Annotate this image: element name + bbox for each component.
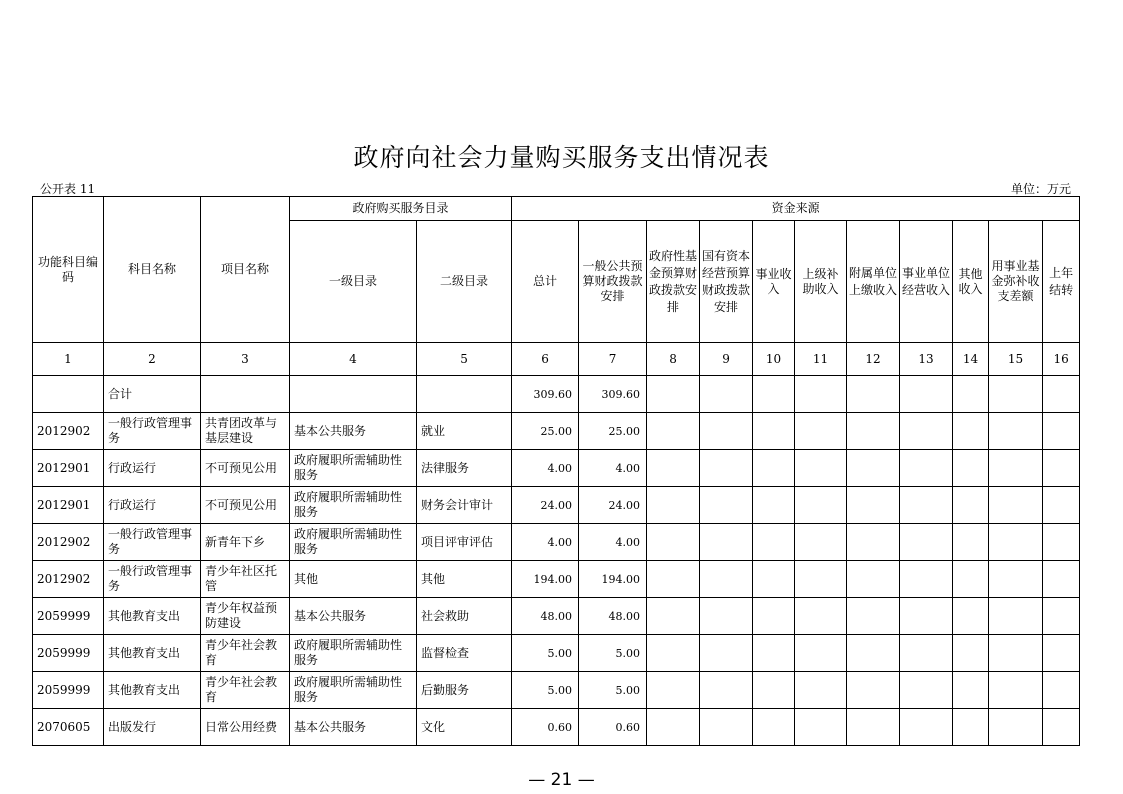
header-level1: 一级目录 [290,221,417,343]
cell-subject: 一般行政管理事务 [104,561,201,598]
cell-level1: 政府履职所需辅助性服务 [290,524,417,561]
header-affiliated-income: 附属单位上缴收入 [847,221,900,343]
cell-level2: 社会救助 [417,598,512,635]
cell-project: 青少年权益预防建设 [201,598,290,635]
cell-level2: 文化 [417,709,512,746]
cell-empty [795,561,847,598]
cell-empty [647,598,700,635]
cell-empty [753,672,795,709]
table-row [33,598,1080,635]
cell-total: 0.60 [512,709,579,746]
cell-empty [847,524,900,561]
header-general-budget: 一般公共预算财政拨款安排 [579,221,647,343]
cell-general: 24.00 [579,487,647,524]
cell-empty [953,672,989,709]
cell-empty [700,450,753,487]
cell-subject: 出版发行 [104,709,201,746]
page-title: 政府向社会力量购买服务支出情况表 [353,143,770,172]
cell-subject: 其他教育支出 [104,672,201,709]
cell-empty [795,709,847,746]
cell-code: 2012901 [33,487,104,524]
unit-label: 单位：万元 [1010,182,1071,196]
header-level2: 二级目录 [417,221,512,343]
cell-empty [953,524,989,561]
cell-empty [647,413,700,450]
column-number: 2 [104,343,201,376]
cell-empty [953,450,989,487]
column-number: 13 [900,343,953,376]
cell-general: 5.00 [579,635,647,672]
header-gov-fund: 政府性基金预算财政拨款安排 [647,221,700,343]
header-total: 总计 [512,221,579,343]
cell-level2: 财务会计审计 [417,487,512,524]
cell-empty [900,709,953,746]
header-subject: 科目名称 [104,197,201,343]
cell-code: 2059999 [33,598,104,635]
cell-subject: 行政运行 [104,487,201,524]
cell-empty [847,450,900,487]
cell-empty [900,598,953,635]
total-amount: 309.60 [512,376,579,413]
column-number: 14 [953,343,989,376]
cell-code: 2059999 [33,672,104,709]
cell-empty [753,598,795,635]
cell-empty [753,561,795,598]
cell-level2: 法律服务 [417,450,512,487]
cell-general: 48.00 [579,598,647,635]
cell-empty [989,561,1043,598]
cell-empty [700,672,753,709]
cell-empty [847,672,900,709]
column-number: 16 [1043,343,1080,376]
cell-empty [847,709,900,746]
cell-total: 5.00 [512,672,579,709]
cell-project: 青少年社区托管 [201,561,290,598]
cell-level1: 政府履职所需辅助性服务 [290,487,417,524]
cell-empty [847,561,900,598]
cell-empty [647,524,700,561]
header-other-income: 其他收入 [953,221,989,343]
cell-empty [1043,450,1080,487]
column-number: 6 [512,343,579,376]
header-fund-offset: 用事业基金弥补收支差额 [989,221,1043,343]
cell-empty [847,598,900,635]
header-project: 项目名称 [201,197,290,343]
cell-empty [847,487,900,524]
total-label: 合计 [104,376,201,413]
cell-empty [1043,598,1080,635]
cell-empty [900,561,953,598]
column-number: 11 [795,343,847,376]
cell-code: 2012902 [33,561,104,598]
cell-level1: 基本公共服务 [290,413,417,450]
cell-empty [795,413,847,450]
cell-empty [647,672,700,709]
cell-empty [1043,413,1080,450]
header-state-capital: 国有资本经营预算财政拨款安排 [700,221,753,343]
cell-project: 青少年社会教育 [201,672,290,709]
cell-empty [795,487,847,524]
cell-empty [953,635,989,672]
cell-total: 4.00 [512,450,579,487]
cell-empty [1043,524,1080,561]
cell-empty [795,598,847,635]
header-carryover: 上年结转 [1043,221,1080,343]
cell-empty [753,709,795,746]
cell-empty [1043,487,1080,524]
expenditure-table [32,196,1080,746]
cell-code: 2012901 [33,450,104,487]
cell-level1: 基本公共服务 [290,709,417,746]
cell-total: 4.00 [512,524,579,561]
cell-empty [647,635,700,672]
cell-level2: 监督检查 [417,635,512,672]
header-catalog: 政府购买服务目录 [290,197,512,221]
column-number: 1 [33,343,104,376]
cell-level2: 项目评审评估 [417,524,512,561]
column-number: 5 [417,343,512,376]
cell-empty [953,561,989,598]
cell-code: 2070605 [33,709,104,746]
cell-empty [700,524,753,561]
column-number: 4 [290,343,417,376]
cell-general: 194.00 [579,561,647,598]
cell-general: 5.00 [579,672,647,709]
cell-empty [989,450,1043,487]
cell-total: 48.00 [512,598,579,635]
column-number: 9 [700,343,753,376]
cell-empty [1043,672,1080,709]
cell-empty [900,450,953,487]
cell-empty [647,709,700,746]
cell-empty [900,487,953,524]
cell-empty [700,709,753,746]
cell-empty [989,672,1043,709]
cell-project: 共青团改革与基层建设 [201,413,290,450]
cell-total: 24.00 [512,487,579,524]
cell-general: 4.00 [579,450,647,487]
cell-code: 2012902 [33,524,104,561]
cell-empty [647,487,700,524]
header-business-income: 事业收入 [753,221,795,343]
cell-empty [700,487,753,524]
cell-empty [795,635,847,672]
cell-empty [953,598,989,635]
cell-subject: 一般行政管理事务 [104,524,201,561]
column-number: 8 [647,343,700,376]
cell-code: 2012902 [33,413,104,450]
cell-general: 25.00 [579,413,647,450]
header-code: 功能科目编码 [33,197,104,343]
page-number: — 21 — [528,770,595,790]
cell-empty [953,487,989,524]
cell-empty [847,413,900,450]
cell-empty [753,413,795,450]
cell-empty [700,635,753,672]
cell-empty [953,709,989,746]
total-general: 309.60 [579,376,647,413]
table-row [33,635,1080,672]
table-row [33,450,1080,487]
cell-level2: 就业 [417,413,512,450]
cell-empty [795,524,847,561]
cell-level1: 基本公共服务 [290,598,417,635]
cell-subject: 其他教育支出 [104,635,201,672]
cell-subject: 其他教育支出 [104,598,201,635]
table-row [33,487,1080,524]
cell-empty [1043,709,1080,746]
column-number: 3 [201,343,290,376]
cell-empty [953,413,989,450]
cell-project: 青少年社会教育 [201,635,290,672]
cell-empty [847,635,900,672]
cell-empty [900,524,953,561]
cell-empty [989,709,1043,746]
cell-empty [647,561,700,598]
cell-project: 不可预见公用 [201,487,290,524]
table-row [33,524,1080,561]
column-number: 15 [989,343,1043,376]
cell-empty [700,598,753,635]
cell-level1: 政府履职所需辅助性服务 [290,672,417,709]
cell-total: 194.00 [512,561,579,598]
cell-subject: 一般行政管理事务 [104,413,201,450]
cell-empty [1043,635,1080,672]
cell-project: 日常公用经费 [201,709,290,746]
cell-empty [1043,561,1080,598]
cell-code: 2059999 [33,635,104,672]
cell-empty [753,635,795,672]
cell-general: 0.60 [579,709,647,746]
table-row [33,413,1080,450]
column-number-row [33,343,1080,376]
cell-empty [753,524,795,561]
table-row [33,561,1080,598]
cell-project: 新青年下乡 [201,524,290,561]
cell-general: 4.00 [579,524,647,561]
cell-level1: 政府履职所需辅助性服务 [290,450,417,487]
cell-project: 不可预见公用 [201,450,290,487]
table-row [33,709,1080,746]
header-superior-subsidy: 上级补助收入 [795,221,847,343]
cell-total: 25.00 [512,413,579,450]
header-operating-income: 事业单位经营收入 [900,221,953,343]
cell-empty [989,487,1043,524]
cell-empty [989,524,1043,561]
cell-empty [900,413,953,450]
cell-empty [989,635,1043,672]
form-number: 公开表 11 [40,182,96,196]
cell-empty [647,450,700,487]
table-row [33,672,1080,709]
cell-subject: 行政运行 [104,450,201,487]
cell-empty [989,598,1043,635]
cell-level2: 后勤服务 [417,672,512,709]
cell-empty [700,413,753,450]
cell-empty [989,413,1043,450]
cell-empty [795,672,847,709]
cell-empty [753,450,795,487]
cell-level1: 其他 [290,561,417,598]
cell-level2: 其他 [417,561,512,598]
cell-empty [900,635,953,672]
column-number: 7 [579,343,647,376]
header-funding: 资金来源 [512,197,1080,221]
cell-total: 5.00 [512,635,579,672]
cell-empty [700,561,753,598]
cell-empty [900,672,953,709]
column-number: 10 [753,343,795,376]
cell-level1: 政府履职所需辅助性服务 [290,635,417,672]
cell-empty [753,487,795,524]
cell-empty [795,450,847,487]
total-row [33,376,1080,413]
column-number: 12 [847,343,900,376]
